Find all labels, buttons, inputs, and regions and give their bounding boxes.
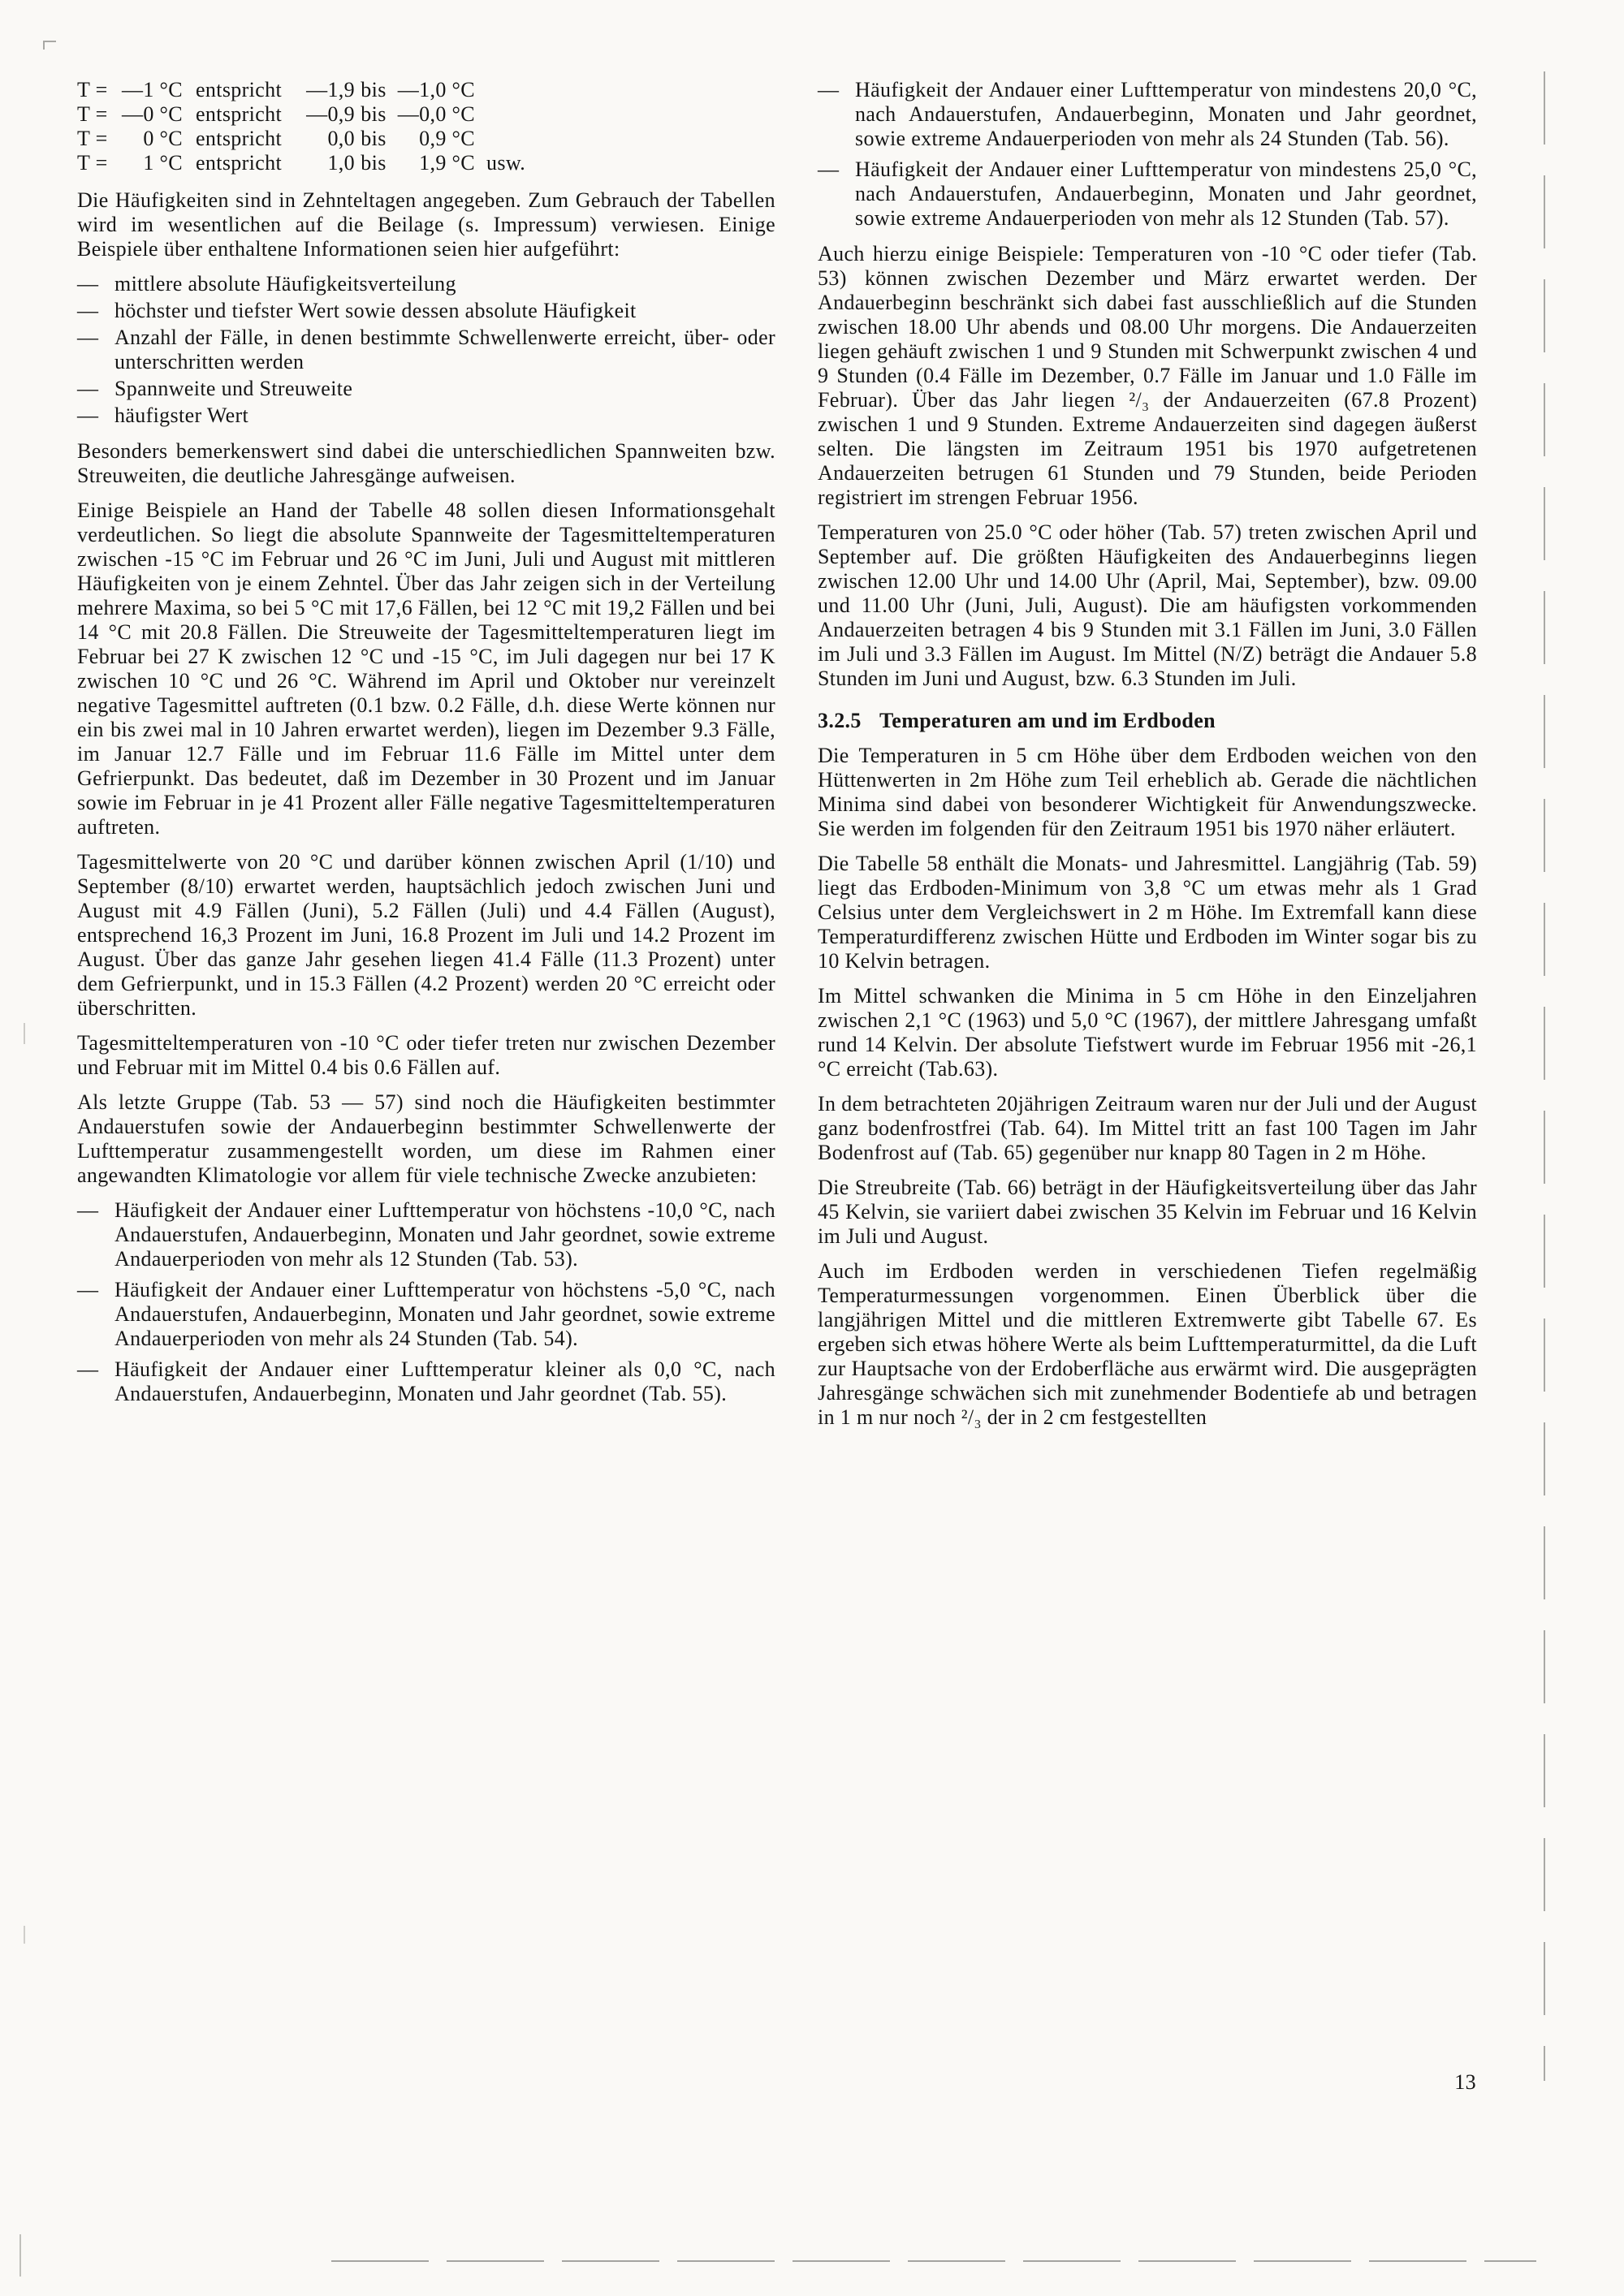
- def-high: 1,9 °C: [419, 151, 475, 175]
- feature-list: [77, 272, 775, 428]
- paragraph-intro: Die Häufigkeiten sind in Zehnteltagen angegeben. Zum Gebrauch der Tabellen wird im wesentlichen auf die Beilage (s. Impressum) verwiesen. Einige Beispiele über enthaltene Informationen seien hier aufgeführt:: [77, 188, 775, 261]
- list-dash: —: [77, 377, 99, 400]
- def-low: 0,0: [327, 127, 355, 150]
- paragraph-erdboden: Die Temperaturen in 5 cm Höhe über dem Erdboden weichen von den Hüttenwerten in 2m Höhe zum Teil erheblich ab. Gerade die nächtlichen Minima sind dabei von besonderer Wichtigkeit für Anwendungszwecke. Sie werden im folgenden für den Zeitraum 1951 bis 1970 näher erläutert.: [818, 744, 1477, 840]
- paragraph-minima: Im Mittel schwanken die Minima in 5 cm Höhe in den Einzeljahren zwischen 2,1 °C (1963) und 5,0 °C (1967), der mittlere Jahresgang umfaßt rund 14 Kelvin. Der absolute Tiefstwert wurde im Februar 1956 mit -26,1 °C erreicht (Tab.63).: [818, 984, 1477, 1081]
- list-dash: —: [77, 326, 99, 349]
- list-item-text: höchster und tiefster Wert sowie dessen absolute Häufigkeit: [114, 299, 637, 322]
- list-dash: —: [818, 78, 840, 101]
- list-dash: —: [818, 158, 840, 181]
- def-label: T =: [77, 102, 108, 126]
- list-item: [77, 1278, 775, 1351]
- paragraph-tabelle58: Die Tabelle 58 enthält die Monats- und Jahresmittel. Langjährig (Tab. 59) liegt das Erdboden-Minimum von 3,8 °C um etwas mehr als 1 Grad Celsius unter dem Vergleichswert in 2 m Höhe. Im Extremfall kann diese Temperaturdifferenz zwischen Hütte und Erdboden im Winter sogar bis zu 10 Kelvin betragen.: [818, 852, 1477, 973]
- list-item-text: häufigster Wert: [114, 404, 249, 427]
- def-label: T =: [77, 78, 108, 101]
- def-low: 1,0: [327, 151, 355, 175]
- list-dash: —: [77, 1198, 99, 1222]
- section-title: Temperaturen am und im Erdboden: [879, 709, 1216, 732]
- list-item-text: Häufigkeit der Andauer einer Lufttemperatur von höchstens -10,0 °C, nach Andauerstufen, Andauerbeginn, Monaten und Jahr geordnet, sowie extreme Andauerperioden von mehr als 12 Stunden (Tab. 53).: [114, 1198, 775, 1271]
- def-temp: —1 °C: [122, 78, 183, 101]
- page-number: 13: [1454, 2070, 1476, 2094]
- def-high: 0,9 °C: [419, 127, 475, 150]
- paragraph-tiefen: Auch im Erdboden werden in verschiedenen Tiefen regelmäßig Temperaturmessungen vorgenommen. Einen Überblick über die langjährigen Mittel und die mittleren Extremwerte gibt Tabelle 67. Es ergeben sich etwas höhere Werte als beim Lufttemperaturmittel, da die Luft zur Hauptsache von der Erdoberfläche aus erwärmt wird. Die ausgeprägten Jahresgänge schwächen sich mit zunehmender Bodentiefe ab und betragen in 1 m nur noch ²/₃ der in 2 cm festgestellten: [818, 1259, 1477, 1429]
- paragraph-bodenfrost: In dem betrachteten 20jährigen Zeitraum waren nur der Juli und der August ganz bodenfrostfrei (Tab. 64). Im Mittel tritt an fast 100 Tagen im Jahr Bodenfrost auf (Tab. 65) gegenüber nur knapp 80 Tagen in 2 m Höhe.: [818, 1092, 1477, 1164]
- section-number: 3.2.5: [818, 709, 862, 732]
- def-suffix: [475, 127, 540, 151]
- list-item-text: Häufigkeit der Andauer einer Lufttemperatur von mindestens 20,0 °C, nach Andauerstufen, Andauerbeginn, Monaten und Jahr geordnet, sowie extreme Andauerperioden von mehr als 24 Stunden (Tab. 56).: [855, 78, 1477, 150]
- list-item: [77, 1198, 775, 1271]
- def-high: —0,0 °C: [397, 102, 475, 126]
- def-bis: bis: [361, 102, 387, 126]
- andauer-list-left: [77, 1198, 775, 1406]
- def-temp: 1 °C: [143, 151, 183, 175]
- right-column: [818, 78, 1477, 1440]
- def-label: T =: [77, 151, 108, 175]
- def-temp: 0 °C: [143, 127, 183, 150]
- list-item: [77, 1357, 775, 1406]
- scan-mark-bottom-left-corner: [19, 2234, 28, 2277]
- def-low: —1,9: [306, 78, 355, 101]
- list-item-text: Häufigkeit der Andauer einer Lufttemperatur von höchstens -5,0 °C, nach Andauerstufen, Andauerbeginn, Monaten und Jahr geordnet, sowie extreme Andauerperioden von mehr als 24 Stunden (Tab. 54).: [114, 1278, 775, 1350]
- definition-row: [77, 127, 775, 151]
- list-item-text: Anzahl der Fälle, in denen bestimmte Schwellenwerte erreicht, über- oder unterschritten werden: [114, 326, 775, 373]
- list-item: [77, 299, 775, 323]
- list-item: [818, 78, 1477, 151]
- list-dash: —: [77, 404, 99, 427]
- list-item-text: Häufigkeit der Andauer einer Lufttemperatur von mindestens 25,0 °C, nach Andauerstufen, Andauerbeginn, Monaten und Jahr geordnet, sowie extreme Andauerperioden von mehr als 12 Stunden (Tab. 57).: [855, 158, 1477, 230]
- def-bis: bis: [361, 78, 387, 101]
- paragraph-beispiele-andauer: Auch hierzu einige Beispiele: Temperaturen von -10 °C oder tiefer (Tab. 53) können zwischen Dezember und März erwartet werden. Der Andauerbeginn beschränkt sich dabei fast ausschließlich auf die Stunden zwischen 18.00 Uhr abends und 08.00 Uhr morgens. Die Andauerzeiten liegen gehäuft zwischen 1 und 9 Stunden mit Schwerpunkt zwischen 4 und 9 Stunden (0.4 Fälle im Dezember, 0.7 Fälle im Januar und 1.0 Fälle im Februar). Über das Jahr liegen ²/₃ der Andauerzeiten (67.8 Prozent) zwischen 1 und 9 Stunden. Extreme Andauerzeiten sind dagegen äußerst selten. Die längsten im Zeitraum 1951 bis 1970 aufgetretenen Andauerzeiten betrugen 61 Stunden und 79 Stunden, beide Perioden registriert im strengen Februar 1956.: [818, 242, 1477, 509]
- list-dash: —: [77, 1357, 99, 1381]
- list-item: [818, 158, 1477, 231]
- def-suffix: usw.: [486, 151, 526, 175]
- def-bis: bis: [361, 151, 387, 175]
- definition-table: [77, 78, 775, 175]
- list-item-text: Spannweite und Streuweite: [114, 377, 353, 400]
- def-bis: bis: [361, 127, 387, 150]
- list-dash: —: [77, 272, 99, 296]
- paragraph-tagesmittelwerte: Tagesmittelwerte von 20 °C und darüber können zwischen April (1/10) und September (8/10) erwartet werden, hauptsächlich jedoch zwischen Juni und August mit 4.9 Fällen (Juni), 5.2 Fällen (Juli) und 4.4 Fällen (August), entsprechend 16,3 Prozent im Juni, 16.8 Prozent im Juli und 14.2 Prozent im August. Über das ganze Jahr gesehen liegen 41.4 Fälle (11.3 Prozent) unter dem Gefrierpunkt, und in 15.3 Fällen (4.2 Prozent) werden 20 °C erreicht oder überschritten.: [77, 850, 775, 1020]
- list-dash: —: [77, 1278, 99, 1301]
- def-suffix: [475, 78, 540, 102]
- def-temp: —0 °C: [122, 102, 183, 126]
- list-item: [77, 404, 775, 428]
- def-suffix: [475, 102, 540, 127]
- definition-row: [77, 102, 775, 127]
- list-item-text: Häufigkeit der Andauer einer Lufttemperatur kleiner als 0,0 °C, nach Andauerstufen, Andauerbeginn, Monaten und Jahr geordnet (Tab. 55).: [114, 1357, 775, 1405]
- paragraph-temp25: Temperaturen von 25.0 °C oder höher (Tab. 57) treten zwischen April und September auf. Die größten Häufigkeiten des Andauerbeginns liegen zwischen 12.00 Uhr und 14.00 Uhr (April, Mai, September), bzw. 09.00 und 11.00 Uhr (Juni, Juli, August). Die am häufigsten vorkommenden Andauerzeiten betragen 4 bis 9 Stunden mit 3.1 Fällen im Juni, 3.0 Fällen im Juli und 3.3 Fällen im August. Im Mittel (N/Z) beträgt die Andauer 5.8 Stunden im Juni und August, bzw. 6.3 Stunden im Juli.: [818, 520, 1477, 690]
- paragraph-spannweiten: Besonders bemerkenswert sind dabei die unterschiedlichen Spannweiten bzw. Streuweiten, die deutliche Jahresgänge aufweisen.: [77, 439, 775, 487]
- list-item-text: mittlere absolute Häufigkeitsverteilung: [114, 272, 456, 296]
- paragraph-beispiele: Einige Beispiele an Hand der Tabelle 48 sollen diesen Informationsgehalt verdeutlichen. So liegt die absolute Spannweite der Tagesmitteltemperaturen zwischen -15 °C im Februar und 26 °C im Juni, Juli und August mit mittleren Häufigkeiten von je einem Zehntel. Über das Jahr zeigen sich in der Verteilung mehrere Maxima, so bei 5 °C mit 17,6 Fällen, bei 12 °C mit 19,2 Fällen und bei 14 °C mit 20.8 Fällen. Die Streuweite der Tagesmitteltemperaturen liegt im Februar bei 27 K zwischen 12 °C und -15 °C, im Juli dagegen nur bei 17 K zwischen 10 °C und 26 °C. Während im April und Oktober nur vereinzelt negative Tagesmittel auftreten (0.1 bzw. 0.2 Fälle, d.h. diese Werte können nur ein bis zwei mal in 10 Jahren erwartet werden), liegen im Dezember 9.3 Fälle, im Januar 12.7 Fälle und im Februar 11.6 Fälle im Mittel unter dem Gefrierpunkt. Das bedeutet, daß im Dezember in 30 Prozent und im Januar sowie im Februar in je 41 Prozent aller Fälle negative Tagesmitteltemperaturen auftreten.: [77, 498, 775, 839]
- def-word: entspricht: [196, 102, 283, 126]
- scan-mark-left-tick: [24, 1926, 25, 1944]
- list-dash: —: [77, 299, 99, 322]
- paragraph-minus10: Tagesmitteltemperaturen von -10 °C oder tiefer treten nur zwischen Dezember und Februar mit im Mittel 0.4 bis 0.6 Fällen auf.: [77, 1031, 775, 1079]
- paragraph-streubreite: Die Streubreite (Tab. 66) beträgt in der Häufigkeitsverteilung über das Jahr 45 Kelvin, sie variiert dabei zwischen 35 Kelvin im Februar und 16 Kelvin im Juli und August.: [818, 1176, 1477, 1248]
- list-item: [77, 326, 775, 374]
- def-word: entspricht: [196, 151, 283, 175]
- definition-row: [77, 151, 775, 175]
- scan-mark-bottom-dashed-line: [331, 2260, 1536, 2262]
- def-high: —1,0 °C: [397, 78, 475, 101]
- definition-row: [77, 78, 775, 102]
- list-item: [77, 272, 775, 296]
- def-word: entspricht: [196, 78, 283, 101]
- andauer-list-right: [818, 78, 1477, 231]
- section-heading: [818, 709, 1477, 733]
- left-column: [77, 78, 775, 1440]
- def-label: T =: [77, 127, 108, 150]
- list-item: [77, 377, 775, 401]
- def-word: entspricht: [196, 127, 283, 150]
- def-low: —0,9: [306, 102, 355, 126]
- paragraph-gruppe: Als letzte Gruppe (Tab. 53 — 57) sind noch die Häufigkeiten bestimmter Andauerstufen sowie der Andauerbeginn bestimmter Schwellenwerte der Lufttemperatur zusammengestellt worden, um diese im Rahmen einer angewandten Klimatologie vor allem für viele technische Zwecke anzubieten:: [77, 1090, 775, 1187]
